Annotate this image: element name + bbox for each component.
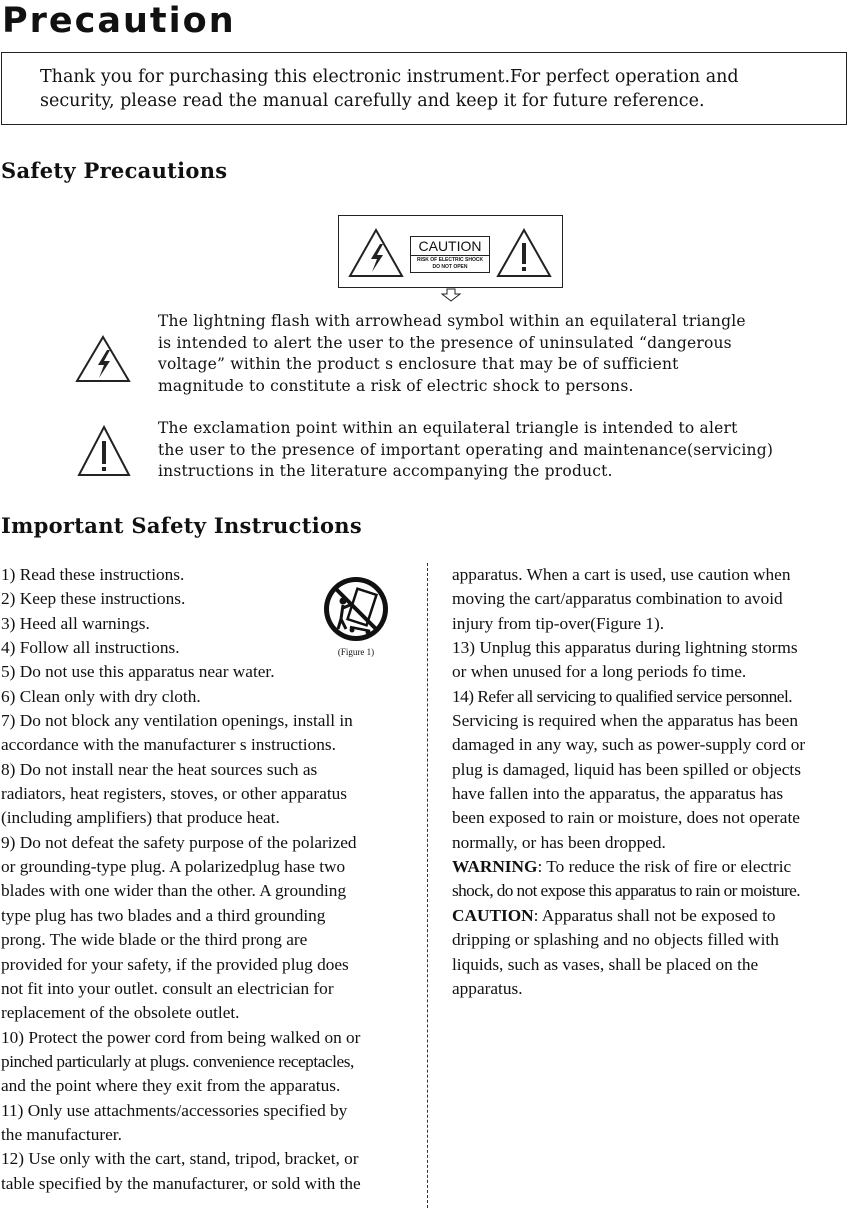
instruction-line: type plug has two blades and a third grounding [1,905,326,925]
instruction-line: (including amplifiers) that produce heat. [1,808,280,828]
instruction-line: the manufacturer. [1,1124,122,1144]
caution-line: liquids, such as vases, shall be placed on the [452,954,759,974]
instructions-right-column [452,563,852,1001]
instruction-line: normally, or has been dropped. [452,832,666,852]
caution-word: CAUTION [410,236,490,256]
instruction-line: injury from tip-over(Figure 1). [452,613,665,633]
instruction-line: 10) Protect the power cord from being walked on or [1,1027,361,1047]
exclamation-warning-icon [495,227,553,279]
caution-subtext [410,256,490,273]
instruction-line: 5) Do not use this apparatus near water. [1,662,275,682]
instruction-line: provided for your safety, if the provided plug does [1,954,349,974]
instruction-line: replacement of the obsolete outlet. [1,1003,240,1023]
instruction-line: apparatus. When a cart is used, use caution when [452,565,791,584]
instruction-line: blades with one wider than the other. A grounding [1,881,347,901]
caution-line: apparatus. [452,978,523,998]
caution-tag [410,236,490,273]
instruction-line: 9) Do not defeat the safety purpose of the polarized [1,832,357,852]
instruction-line: not fit into your outlet. consult an electrician for [1,978,334,998]
instruction-line: and the point where they exit from the apparatus. [1,1076,341,1096]
para-line: instructions in the literature accompanying the product. [158,462,613,480]
para-line: voltage” within the product s enclosure that may be of sufficient [158,355,679,373]
instruction-line: 6) Clean only with dry cloth. [1,686,201,706]
lightning-triangle-icon [74,334,132,384]
para-line: is intended to alert the user to the presence of uninsulated “dangerous [158,333,732,352]
intro-text [40,65,820,113]
instructions-left-column [1,563,421,1196]
cart-tipover-warning-icon [322,575,390,643]
intro-line: Thank you for purchasing this electronic instrument.For perfect operation and [40,67,739,87]
instruction-line: moving the cart/apparatus combination to avoid [452,589,783,609]
warning-label: WARNING [452,857,538,877]
caution-note-text: : Apparatus shall not be exposed to [533,905,776,925]
instruction-line: 11) Only use attachments/accessories specified by [1,1100,348,1120]
instruction-line: damaged in any way, such as power-supply cord or [452,735,806,755]
instruction-line: 1) Read these instructions. [1,565,185,584]
instruction-line: been exposed to rain or moisture, does not operate [452,808,800,828]
lightning-symbol-description [158,311,818,397]
warning-text: : To reduce the risk of fire or electric [537,857,792,877]
instruction-line: 8) Do not install near the heat sources such as [1,759,318,779]
instruction-line: plug is damaged, liquid has been spilled or objects [452,759,801,779]
instruction-line: 13) Unplug this apparatus during lightning storms [452,638,798,658]
lightning-warning-icon [347,227,405,279]
instruction-line: 3) Heed all warnings. [1,613,150,633]
important-safety-instructions-heading: Important Safety Instructions [1,513,362,538]
para-line: The exclamation point within an equilateral triangle is intended to alert [158,419,738,437]
safety-precautions-heading: Safety Precautions [1,158,228,183]
instruction-line: prong. The wide blade or the third prong are [1,930,308,950]
caution-note-label: CAUTION [452,905,534,925]
instruction-line: or when unused for a long periods fo time. [452,662,747,682]
intro-line: security, please read the manual carefully and keep it for future reference. [40,91,705,111]
instruction-line: 14) Refer all servicing to qualified service personnel. [452,686,793,706]
instruction-line: table specified by the manufacturer, or sold with the [1,1173,361,1193]
instruction-line: Servicing is required when the apparatus has been [452,711,798,731]
instruction-line: accordance with the manufacturer s instructions. [1,735,336,755]
instruction-line: 2) Keep these instructions. [1,589,186,609]
para-line: The lightning flash with arrowhead symbol within an equilateral triangle [158,312,746,330]
warning-line [452,855,852,879]
instruction-line: have fallen into the apparatus, the apparatus has [452,784,784,804]
instruction-line: radiators, heat registers, stoves, or other apparatus [1,784,347,804]
caution-line: dripping or splashing and no objects filled with [452,930,779,950]
caution-label [338,215,563,288]
exclamation-symbol-description [158,418,818,483]
page-title: Precaution [2,1,236,41]
intro-box [1,52,847,125]
cart-figure [322,575,390,657]
figure-caption: (Figure 1) [337,647,375,657]
instruction-line: or grounding-type plug. A polarizedplug hase two [1,857,346,877]
caution-subtext-line: DO NOT OPEN [432,264,468,270]
warning-line: shock, do not expose this apparatus to rain or moisture. [452,881,800,901]
caution-subtext-line: RISK OF ELECTRIC SHOCK [416,257,484,263]
instruction-line: pinched particularly at plugs. convenience receptacles, [1,1051,354,1071]
para-line: magnitude to constitute a risk of electric shock to persons. [158,376,634,395]
caution-line [452,904,852,928]
exclamation-triangle-icon [76,424,132,478]
instruction-line: 12) Use only with the cart, stand, tripod, bracket, or [1,1149,359,1169]
para-line: the user to the presence of important operating and maintenance(servicing) [158,440,774,459]
instruction-line: 4) Follow all instructions. [1,638,180,658]
instruction-line: 7) Do not block any ventilation openings, install in [1,711,353,731]
down-arrow-icon [441,288,461,302]
column-divider [427,563,428,1208]
